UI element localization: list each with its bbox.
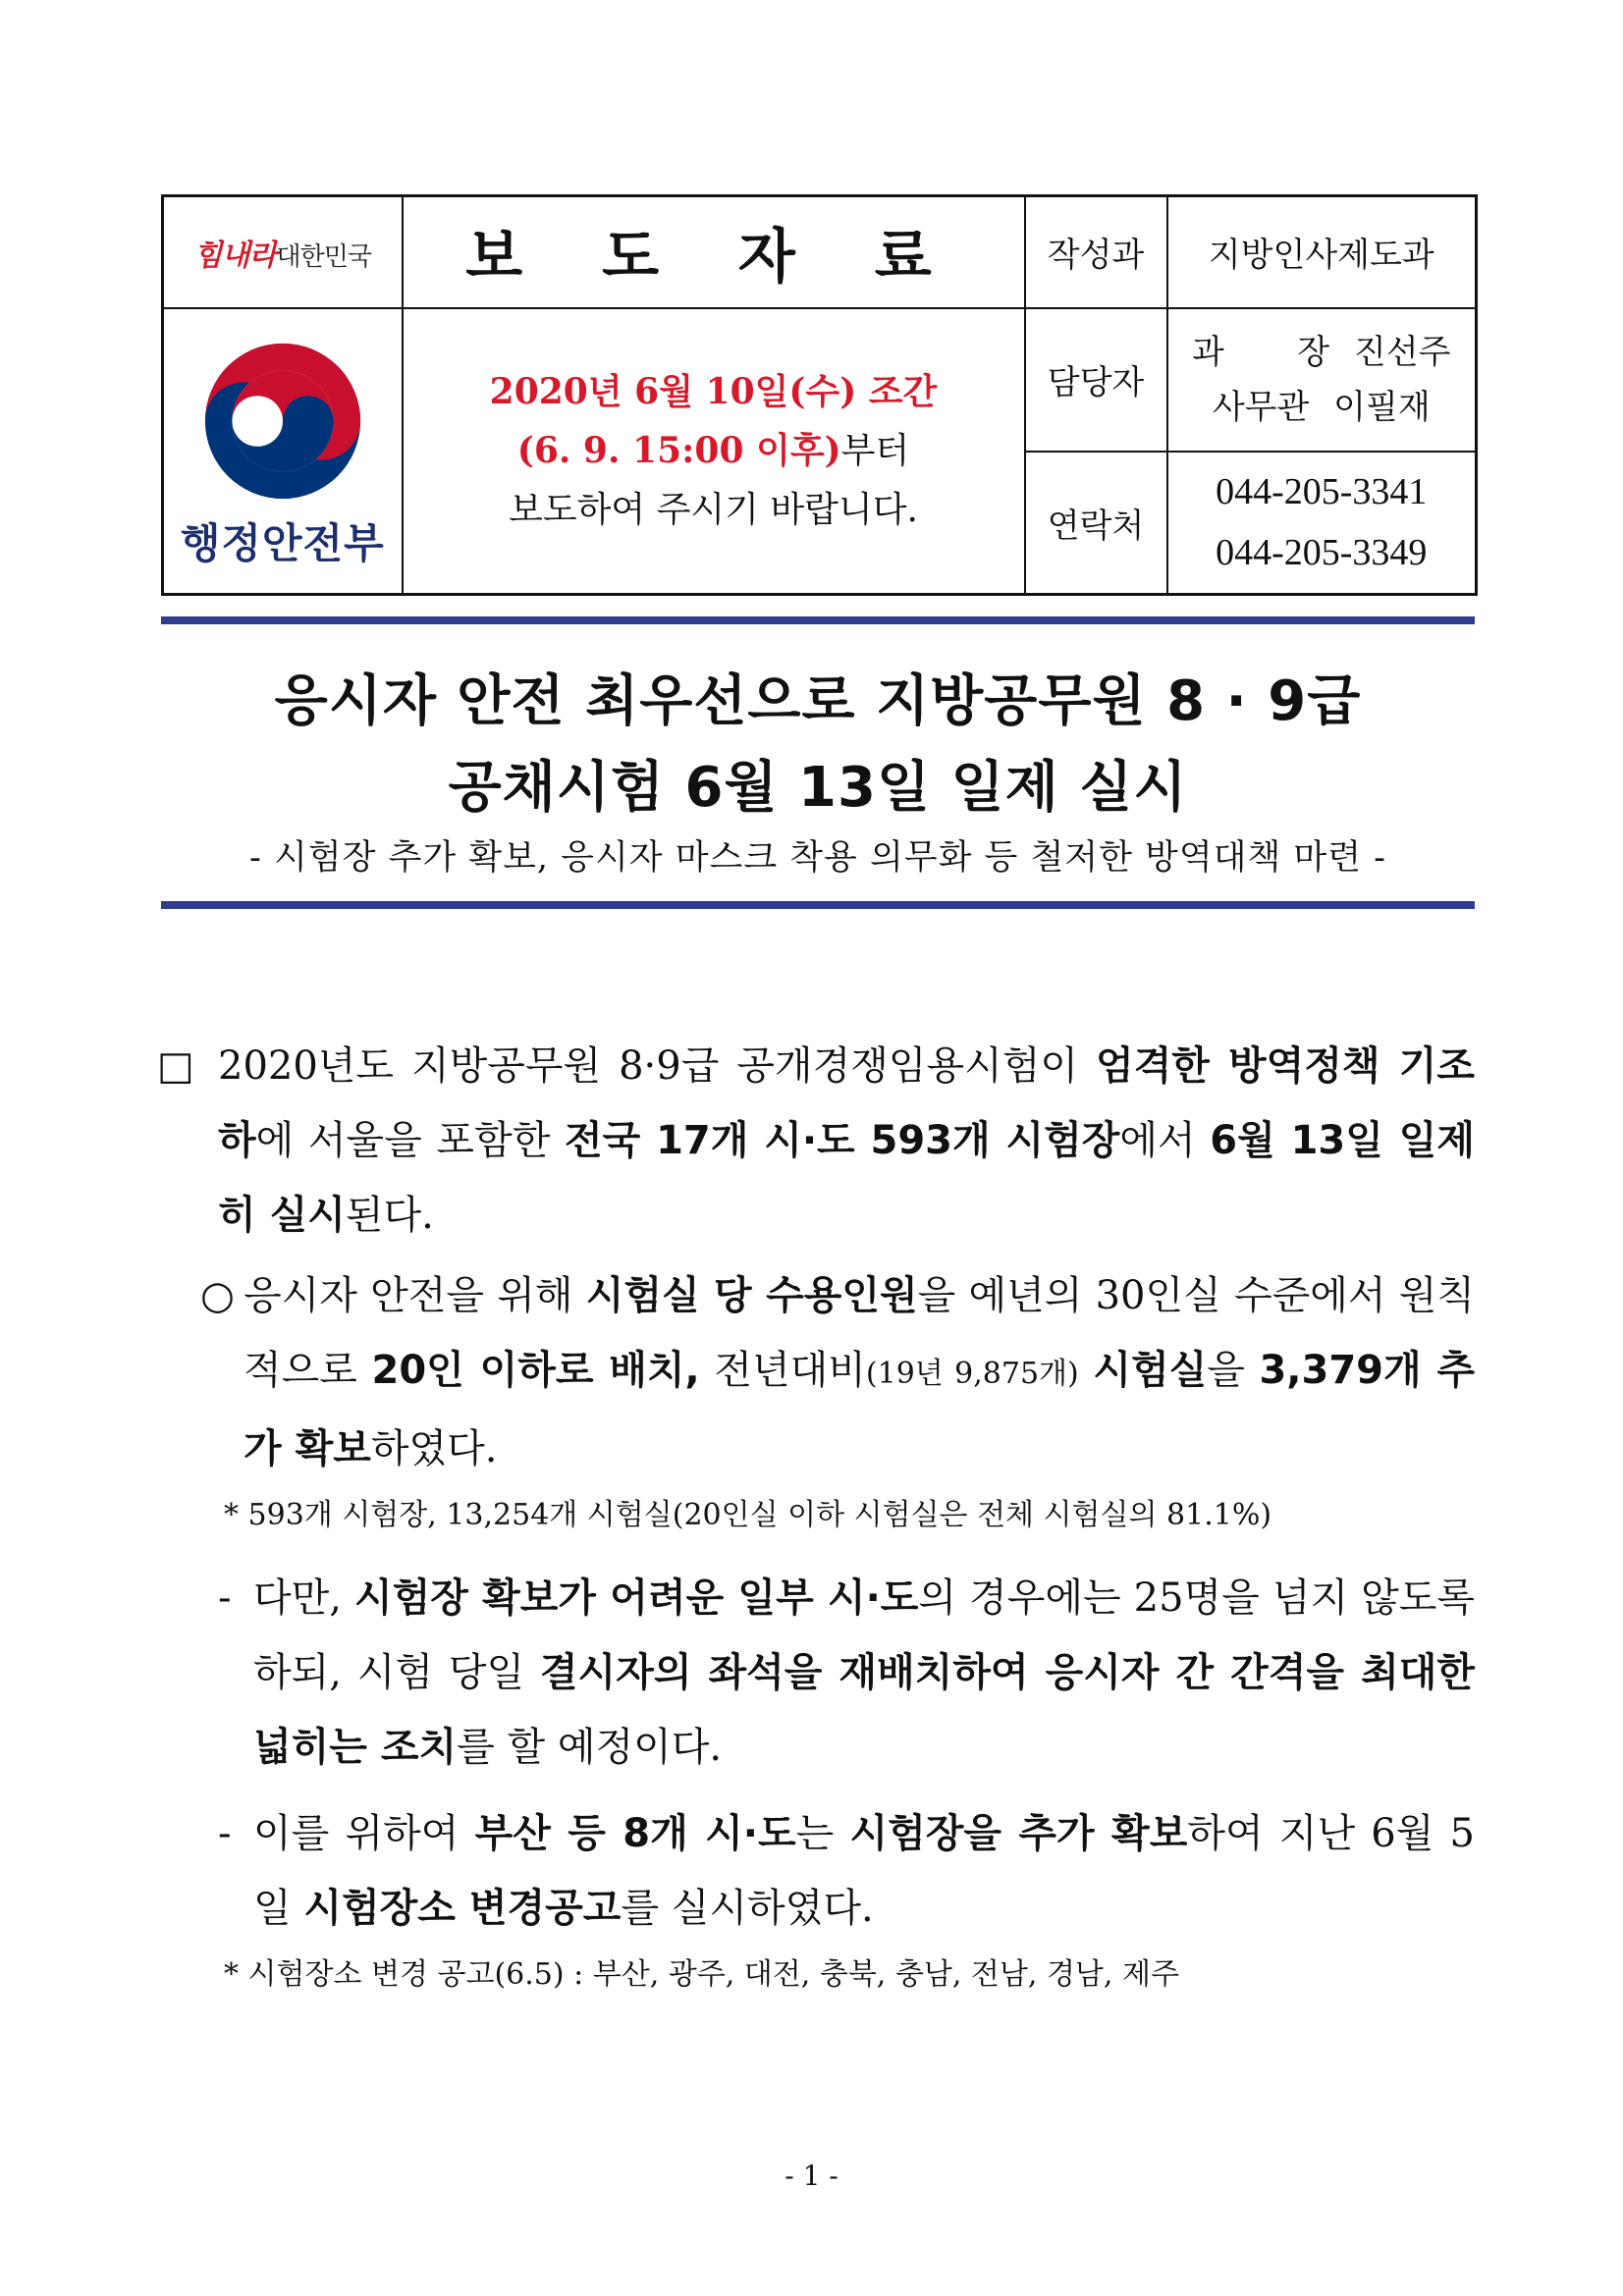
page-number: - 1 -	[784, 2160, 839, 2192]
ministry-logo-cell	[163, 308, 403, 595]
government-emblem-icon	[198, 337, 367, 506]
paragraph-1: 2020년도 지방공무원 8·9급 공개경쟁임용시험이 엄격한 방역정책 기조하에 서울을 포함한 전국 17개 시·도 593개 시험장에서 6월 13일 일제히 실시된다.	[218, 1043, 1476, 1238]
embargo-instruction: 보도하여 주시기 바랍니다.	[509, 489, 918, 530]
footnote-2: * 시험장소 변경 공고(6.5) : 부산, 광주, 대전, 충북, 충남, 전남, 경남, 제주	[224, 1957, 1179, 1992]
phone-cell	[1167, 452, 1477, 595]
phone-label: 연락처	[1025, 452, 1167, 595]
slogan-logo: 힘내라대한민국	[193, 238, 371, 273]
ministry-name: 행정안전부	[180, 519, 385, 568]
footnote-1: * 593개 시험장, 13,254개 시험실(20인실 이하 시험실은 전체 시험실의 81.1%)	[224, 1498, 1272, 1532]
headline-line-1: 응시자 안전 최우선으로 지방공무원 8 · 9급	[274, 669, 1362, 733]
headline-subtitle: - 시험장 추가 확보, 응시자 마스크 착용 의무화 등 철저한 방역대책 마련 -	[249, 838, 1386, 878]
bullet-square-icon: □	[157, 1043, 194, 1089]
contact-person-2: 사무관 이필재	[1212, 387, 1431, 427]
contact-person-1: 과 장 진선주	[1192, 332, 1451, 372]
paragraph-3: 다만, 시험장 확보가 어려운 일부 시·도의 경우에는 25명을 넘지 않도록 하되, 시험 당일 결시자의 좌석을 재배치하여 응시자 간 간격을 최대한 넓히는 조치를 할 예정이다.	[253, 1575, 1476, 1770]
author-dept-value: 지방인사제도과	[1167, 196, 1477, 308]
divider-bottom	[161, 901, 1475, 909]
doc-title: 보 도 자 료	[465, 222, 961, 292]
bullet-circle-icon: ○	[200, 1273, 235, 1318]
author-dept-label: 작성과	[1025, 196, 1167, 308]
doc-title-cell	[403, 196, 1025, 308]
divider-top	[161, 616, 1475, 624]
paragraph-4: 이를 위하여 부산 등 8개 시·도는 시험장을 추가 확보하여 지난 6월 5일 시험장소 변경공고를 실시하였다.	[253, 1811, 1475, 1931]
dash-marker: -	[218, 1811, 232, 1856]
embargo-time-line: (6. 9. 15:00 이후)부터	[516, 429, 910, 471]
contact-person-label: 담당자	[1025, 308, 1167, 452]
press-header-table	[161, 194, 1478, 596]
paragraph-2: 응시자 안전을 위해 시험실 당 수용인원을 예년의 30인실 수준에서 원칙적으로 20인 이하로 배치, 전년대비(19년 9,875개) 시험실을 3,379개 추가 확보하였다.	[243, 1273, 1476, 1471]
phone-2: 044-205-3349	[1216, 532, 1428, 574]
embargo-date: 2020년 6월 10일(수) 조간	[489, 370, 938, 412]
phone-1: 044-205-3341	[1216, 471, 1428, 513]
contact-person-cell	[1167, 308, 1477, 452]
embargo-cell	[403, 308, 1025, 595]
headline-line-2: 공채시험 6월 13일 일제 실시	[448, 756, 1188, 820]
slogan-cell	[163, 196, 403, 308]
dash-marker: -	[218, 1575, 232, 1621]
